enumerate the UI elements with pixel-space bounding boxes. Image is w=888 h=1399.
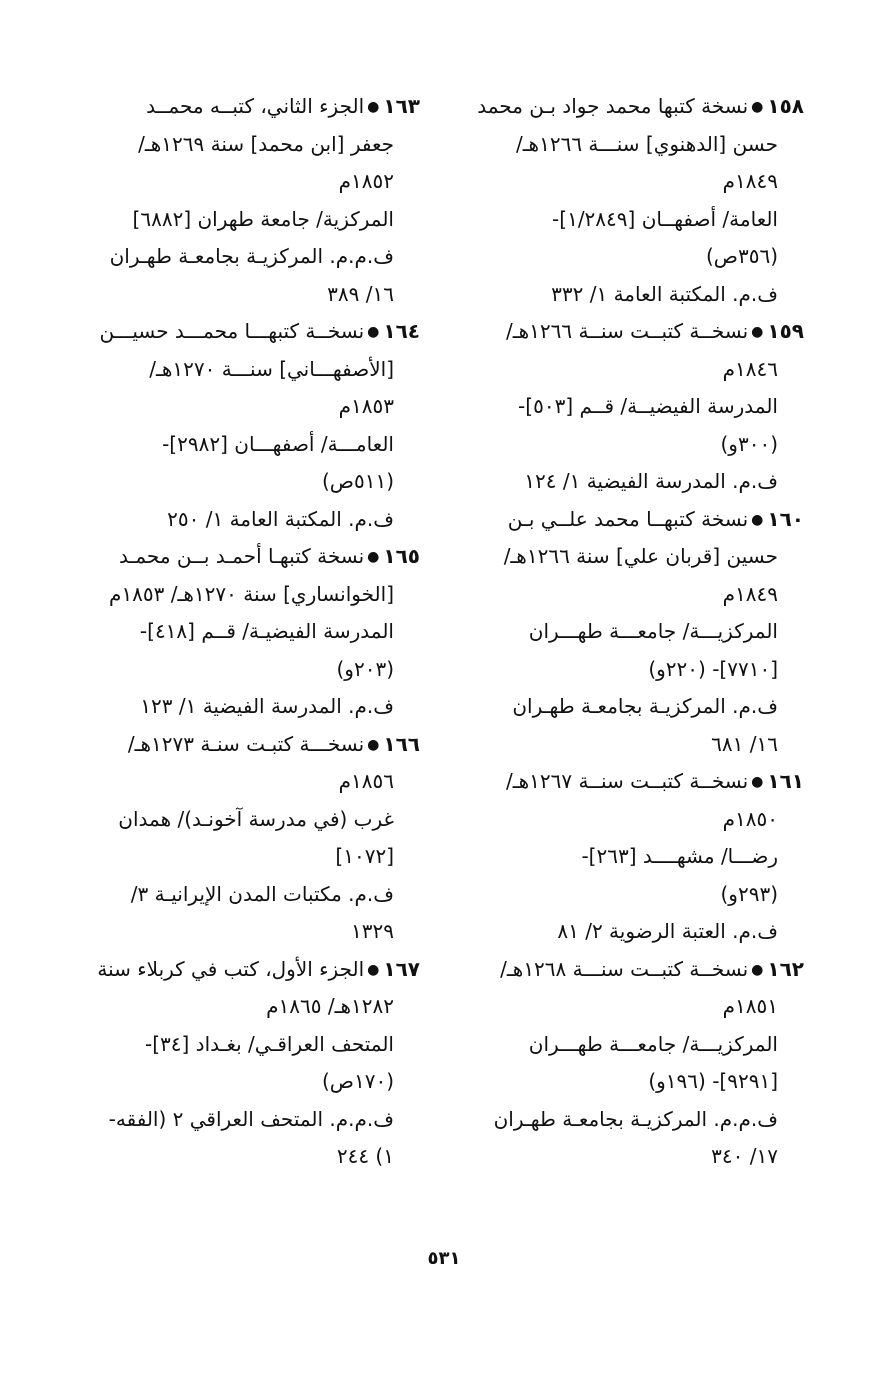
entry-first-line [80,951,420,989]
entry-first-line [80,538,420,576]
entry-line: ف.م. مكتبات المدن الإيرانيـة ٣/ [130,881,394,906]
catalog-entry [80,88,420,313]
entry-line: العامـــة/ أصفهـــان [٢٩٨٢]- [162,431,394,456]
entry-number: ١٦٧ [383,956,420,981]
entry-line: المركزية/ جامعة طهران [٦٨٨٢] [132,206,394,231]
entry-line: (٣٠٠و) [720,431,778,456]
bullet-icon: ● [751,774,764,790]
entry-line: ١٣٢٩ [351,919,394,943]
entry-line: ف.م. العتبة الرضوية ٢/ ٨١ [557,919,778,943]
entry-number: ١٥٨ [767,94,804,118]
entry-line: [١٠٧٢] [335,844,394,868]
entry-line: رضـــا/ مشهــــد [٢٦٣]- [581,844,778,868]
entry-line: (٢٠٣و) [336,656,394,681]
entry-text: الجزء الثاني، كتبــه محمــد [146,94,365,118]
entry-line: ف.م.م. المركزيـة بجامعـة طهـران [109,244,394,268]
entry-line: ١٨٥١م [722,994,778,1018]
left-column [80,88,420,1176]
entry-line: جعفر [ابن محمد] سنة ١٢٦٩هـ/ [138,131,394,156]
entry-line: [الخوانساري] سنة ١٢٧٠هـ/ ١٨٥٣م [109,581,394,606]
entry-line: (١٧٠ص) [321,1069,394,1093]
entry-line: ١٨٤٦م [722,356,778,381]
entry-text: نسخة كتبهـا أحمـد بــن محمـد [119,544,365,568]
entry-line: (٥١١ص) [321,469,394,493]
entry-number: ١٦٣ [383,94,420,118]
entry-number: ١٦٥ [383,544,420,568]
entry-text: نسخــة كتبــت سنــة ١٢٦٦هـ/ [506,319,749,343]
entry-line: المركزيـــة/ جامعـــة طهـــران [528,1031,778,1056]
entry-first-line [468,88,804,126]
bullet-icon: ● [751,99,764,115]
entry-text: نسخــة كتبهـــا محمـــد حسيـــن [99,319,365,343]
entry-line: ف.م. المكتبة العامة ١/ ٢٥٠ [167,506,394,531]
entry-line: ١٨٤٩م [722,169,778,193]
entry-line: المدرسة الفيضيـة/ قــم [٤١٨]- [139,619,394,643]
catalog-entry [80,313,420,538]
entry-text: نسخة كتبها محمد جواد بـن محمد [477,94,749,118]
entry-line: ١٧/ ٣٤٠ [711,1144,778,1168]
catalog-entry [80,951,420,1176]
entry-first-line [80,726,420,764]
entry-line: المركزيـــة/ جامعـــة طهـــران [528,619,778,643]
entry-text: الجزء الأول، كتب في كربلاء سنة [97,956,365,981]
entry-line: ف.م. المدرسة الفيضية ١/ ١٢٤ [524,469,778,493]
entry-line: (٢٩٣و) [720,881,778,906]
entry-line: [٩٢٩١]- (١٩٦و) [648,1069,778,1093]
entry-line: حسن [الدهنوي] سنـــة ١٢٦٦هـ/ [515,131,778,156]
entry-line: ١٨٥٢م [338,169,394,193]
bullet-icon: ● [367,961,380,978]
entry-number: ١٦٦ [383,731,420,756]
bullet-icon: ● [367,99,380,115]
entry-line: حسين [قربان علي] سنة ١٢٦٦هـ/ [503,544,778,568]
catalog-entry [468,88,804,313]
entry-line: ف.م.م. المتحف العراقي ٢ (الفقه- [108,1106,394,1131]
entry-line: (٣٥٦ص) [705,244,778,268]
entry-first-line [468,951,804,989]
entry-number: ١٥٩ [767,319,804,343]
bullet-icon: ● [751,961,764,978]
entry-first-line [468,501,804,539]
catalog-entry [468,501,804,764]
entry-text: نسخــة كتبــت سنـــة ١٢٦٨هـ/ [500,956,749,981]
entry-line: ١٨٤٩م [722,581,778,606]
catalog-entry [468,951,804,1176]
entry-line: ١) ٢٤٤ [336,1144,394,1168]
bullet-icon: ● [367,324,380,340]
entry-number: ١٦٠ [767,506,804,531]
bullet-icon: ● [367,549,380,565]
entry-first-line [468,763,804,801]
entry-first-line [80,88,420,126]
entry-line: [٧٧١٠]- (٢٢٠و) [648,656,778,681]
entry-first-line [468,313,804,351]
bullet-icon: ● [751,511,764,528]
catalog-entry [468,763,804,951]
entry-text: نسخة كتبهــا محمد علــي بـن [507,506,749,531]
entry-number: ١٦٢ [767,956,804,981]
entry-line: ١٨٥٦م [338,769,394,793]
entry-line: ف.م. المدرسة الفيضية ١/ ١٢٣ [140,694,394,718]
entry-line: المتحف العراقـي/ بغـداد [٣٤]- [144,1031,394,1056]
entry-line: ف.م. المركزيـة بجامعـة طهـران [512,694,778,718]
entry-first-line [80,313,420,351]
entry-line: غرب (في مدرسة آخونـد)/ همدان [118,806,394,831]
entry-number: ١٦٤ [383,319,420,343]
bullet-icon: ● [751,324,764,340]
bullet-icon: ● [367,736,380,753]
catalog-entry [468,313,804,501]
entry-line: ١٨٥٣م [338,394,394,418]
entry-line: ١٨٥٠م [722,806,778,831]
catalog-entry [80,726,420,951]
entry-line: ١٦/ ٦٨١ [711,731,778,756]
entry-line: العامة/ أصفهــان [١/٢٨٤٩]- [552,206,778,231]
entry-line: [الأصفهـــاني] سنـــة ١٢٧٠هـ/ [149,356,394,381]
entry-line: المدرسة الفيضيــة/ قــم [٥٠٣]- [518,394,778,418]
entry-text: نسخــة كتبــت سنــة ١٢٦٧هـ/ [506,769,749,793]
entry-number: ١٦١ [767,769,804,793]
entry-line: ١٢٨٢هـ/ ١٨٦٥م [266,994,394,1018]
entry-line: ف.م.م. المركزيـة بجامعـة طهـران [493,1106,778,1131]
page-number: ٥٣١ [427,1248,461,1269]
right-column [468,88,804,1176]
entry-text: نسخـــة كتبـت سنـة ١٢٧٣هـ/ [127,731,365,756]
entry-line: ١٦/ ٣٨٩ [327,281,394,306]
catalog-entry [80,538,420,726]
entry-line: ف.م. المكتبة العامة ١/ ٣٣٢ [551,281,778,306]
